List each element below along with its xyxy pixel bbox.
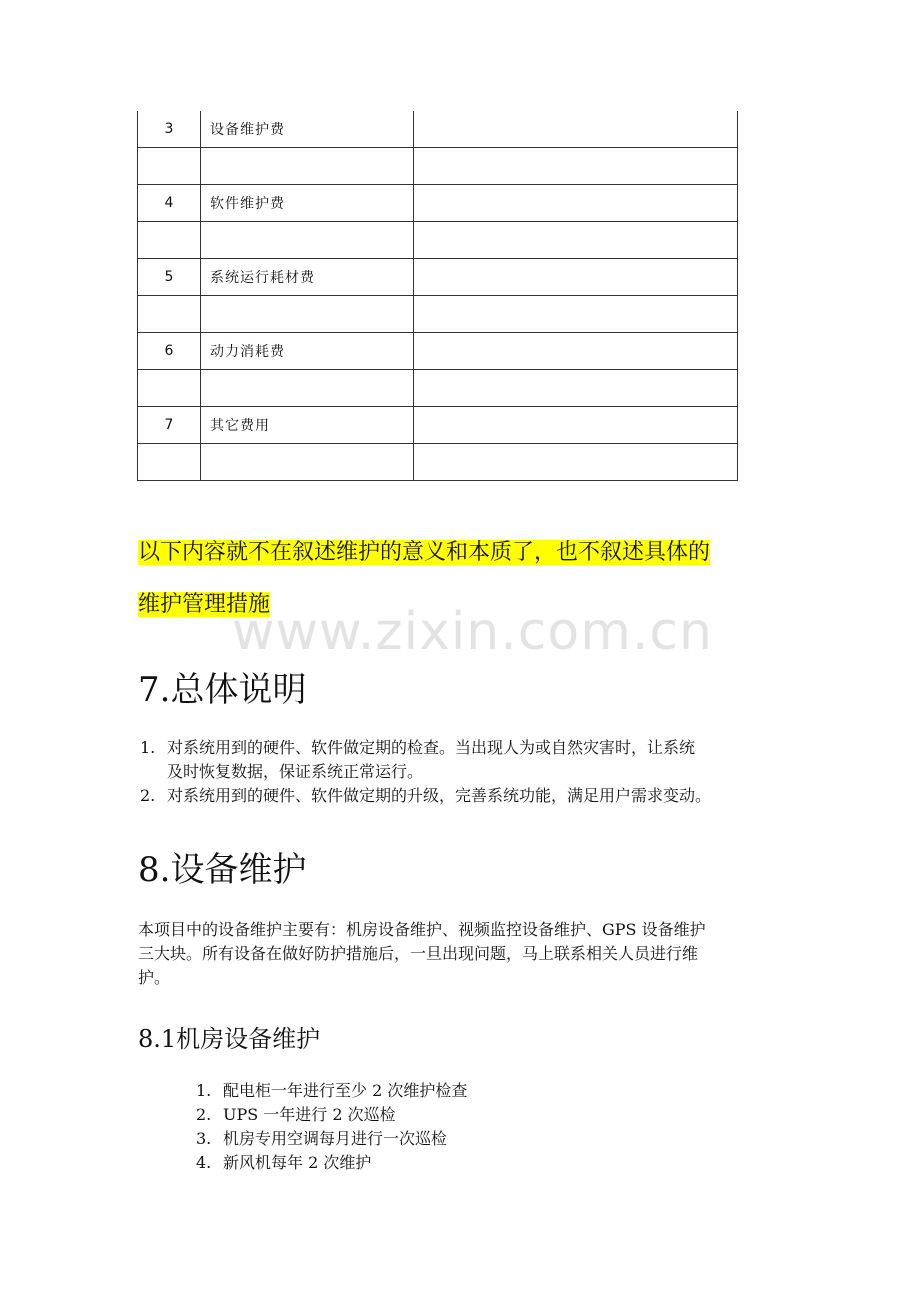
list-item — [140, 736, 790, 784]
list-number: 4. — [196, 1153, 212, 1172]
row-value — [414, 148, 738, 185]
row-value — [414, 296, 738, 333]
row-number — [138, 370, 201, 407]
table-row — [138, 407, 738, 444]
row-value — [414, 222, 738, 259]
row-value — [414, 444, 738, 481]
list-item-text: UPS 一年进行 2 次巡检 — [223, 1105, 396, 1124]
section-8-1-list — [196, 1079, 756, 1175]
list-item-text: 新风机每年 2 次维护 — [223, 1153, 372, 1172]
row-number — [138, 222, 201, 259]
row-number — [138, 444, 201, 481]
row-number: 6 — [138, 333, 201, 370]
watermark: www.zixin.com.cn — [232, 602, 713, 662]
row-item: 设备维护费 — [201, 111, 414, 148]
row-number: 4 — [138, 185, 201, 222]
note-line-2: 维护管理措施 — [138, 592, 271, 617]
row-item — [201, 148, 414, 185]
row-value — [414, 333, 738, 370]
table-row — [138, 370, 738, 407]
section-8-1-title: 8.1机房设备维护 — [138, 1025, 321, 1053]
row-number: 3 — [138, 111, 201, 148]
table-row — [138, 296, 738, 333]
table-row — [138, 444, 738, 481]
list-item-text: 配电柜一年进行至少 2 次维护检查 — [223, 1081, 468, 1100]
section-8-paragraph — [138, 918, 786, 990]
table-row — [138, 259, 738, 296]
section-7-title: 7.总体说明 — [138, 670, 307, 710]
row-number — [138, 148, 201, 185]
list-item — [140, 784, 790, 808]
paragraph-line: 护。 — [138, 968, 171, 987]
table-row — [138, 111, 738, 148]
list-number: 3. — [196, 1129, 212, 1148]
row-item — [201, 370, 414, 407]
row-value — [414, 407, 738, 444]
table-row — [138, 333, 738, 370]
row-value — [414, 370, 738, 407]
table-row — [138, 185, 738, 222]
list-number: 2. — [196, 1105, 212, 1124]
table-row — [138, 222, 738, 259]
row-item — [201, 444, 414, 481]
row-item: 系统运行耗材费 — [201, 259, 414, 296]
list-item — [196, 1151, 756, 1175]
list-item-line: 对系统用到的硬件、软件做定期的升级，完善系统功能，满足用户需求变动。 — [167, 786, 712, 805]
row-item: 软件维护费 — [201, 185, 414, 222]
cost-table — [137, 111, 738, 481]
section-7-list — [140, 736, 790, 808]
row-value — [414, 111, 738, 148]
list-item — [196, 1079, 756, 1103]
paragraph-line: 三大块。所有设备在做好防护措施后，一旦出现问题，马上联系相关人员进行维 — [138, 944, 699, 963]
row-item: 动力消耗费 — [201, 333, 414, 370]
row-number: 7 — [138, 407, 201, 444]
list-item-line: 及时恢复数据，保证系统正常运行。 — [167, 762, 424, 781]
list-item-text: 机房专用空调每月进行一次巡检 — [223, 1129, 448, 1148]
list-item — [196, 1127, 756, 1151]
row-item — [201, 222, 414, 259]
list-number: 2. — [140, 786, 156, 805]
row-item — [201, 296, 414, 333]
list-number: 1. — [140, 738, 156, 757]
list-item — [196, 1103, 756, 1127]
row-value — [414, 259, 738, 296]
row-number: 5 — [138, 259, 201, 296]
row-item: 其它费用 — [201, 407, 414, 444]
section-8-title: 8.设备维护 — [138, 850, 307, 890]
row-value — [414, 185, 738, 222]
note-line-1: 以下内容就不在叙述维护的意义和本质了，也不叙述具体的 — [138, 540, 711, 565]
list-number: 1. — [196, 1081, 212, 1100]
paragraph-line: 本项目中的设备维护主要有：机房设备维护、视频监控设备维护、GPS 设备维护 — [138, 920, 706, 939]
row-number — [138, 296, 201, 333]
table-row — [138, 148, 738, 185]
list-item-line: 对系统用到的硬件、软件做定期的检查。当出现人为或自然灾害时，让系统 — [167, 738, 696, 757]
